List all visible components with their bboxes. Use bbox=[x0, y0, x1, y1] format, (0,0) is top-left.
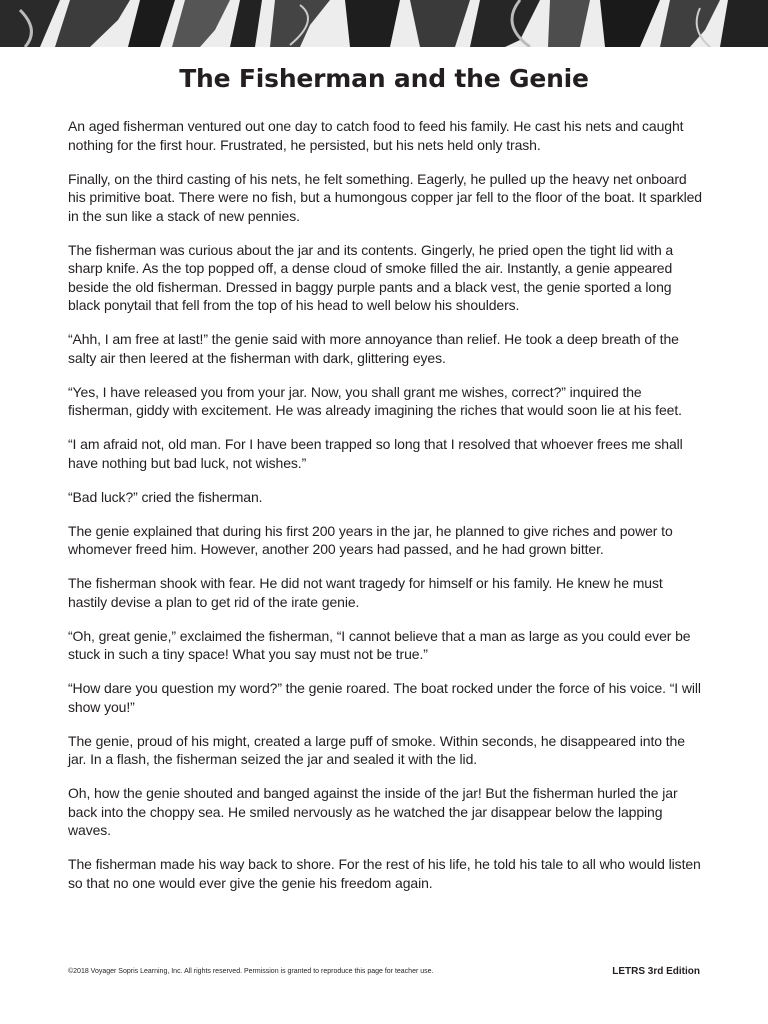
story-paragraph: Oh, how the genie shouted and banged against the inside of the jar! But the fisherman hurled the jar back into the choppy sea. He smiled nervously as he watched the jar disappear below the lapping waves. bbox=[68, 785, 678, 838]
story-paragraph: “Bad luck?” cried the fisherman. bbox=[68, 488, 263, 505]
story-paragraph: Finally, on the third casting of his nets, he felt something. Eagerly, he pulled up the heavy net onboard his primitive boat. There were no fish, but a humongous copper jar fell to the floor of the boat. It sparkled in the sun like a stack of new pennies. bbox=[68, 170, 702, 224]
header-banner-image bbox=[0, 0, 768, 47]
story-paragraph: An aged fisherman ventured out one day to catch food to feed his family. He cast his nets and caught nothing for the first hour. Frustrated, he persisted, but his nets held only trash. bbox=[68, 118, 684, 153]
story-paragraph: “How dare you question my word?” the genie roared. The boat rocked under the force of his voice. “I will show you!” bbox=[68, 680, 701, 715]
story-paragraph: “Oh, great genie,” exclaimed the fisherman, “I cannot believe that a man as large as you could ever be stuck in such a tiny space! What you say must not be true.” bbox=[68, 627, 691, 662]
story-body bbox=[68, 117, 704, 908]
story-paragraph: “Ahh, I am free at last!” the genie said with more annoyance than relief. He took a deep breath of the salty air then leered at the fisherman with dark, glittering eyes. bbox=[68, 331, 679, 366]
story-paragraph: “Yes, I have released you from your jar. Now, you shall grant me wishes, correct?” inquired the fisherman, giddy with excitement. He was already imagining the riches that would soon lie at his feet. bbox=[68, 383, 682, 418]
copyright-notice: ©2018 Voyager Sopris Learning, Inc. All rights reserved. Permission is granted to reproduce this page for teacher use. bbox=[68, 968, 434, 975]
story-paragraph: The genie, proud of his might, created a large puff of smoke. Within seconds, he disappeared into the jar. In a flash, the fisherman seized the jar and sealed it with the lid. bbox=[68, 732, 685, 767]
story-paragraph: The fisherman was curious about the jar and its contents. Gingerly, he pried open the tight lid with a sharp knife. As the top popped off, a dense cloud of smoke filled the air. Instantly, a genie appeared beside the old fisherman. Dressed in baggy purple pants and a black vest, the genie sported a long black ponytail that fell from the top of his head to well below his shoulders. bbox=[68, 241, 674, 313]
story-paragraph: “I am afraid not, old man. For I have been trapped so long that I resolved that whoever frees me shall have nothing but bad luck, not wishes.” bbox=[68, 436, 683, 471]
story-paragraph: The fisherman shook with fear. He did not want tragedy for himself or his family. He knew he must hastily devise a plan to get rid of the irate genie. bbox=[68, 575, 663, 610]
story-paragraph: The fisherman made his way back to shore. For the rest of his life, he told his tale to all who would listen so that no one would ever give the genie his freedom again. bbox=[68, 856, 701, 891]
edition-label: LETRS 3rd Edition bbox=[612, 966, 700, 977]
page-title: The Fisherman and the Genie bbox=[179, 64, 589, 93]
story-paragraph: The genie explained that during his first 200 years in the jar, he planned to give riches and power to whomever freed him. However, another 200 years had passed, and he had grown bitter. bbox=[68, 522, 673, 557]
